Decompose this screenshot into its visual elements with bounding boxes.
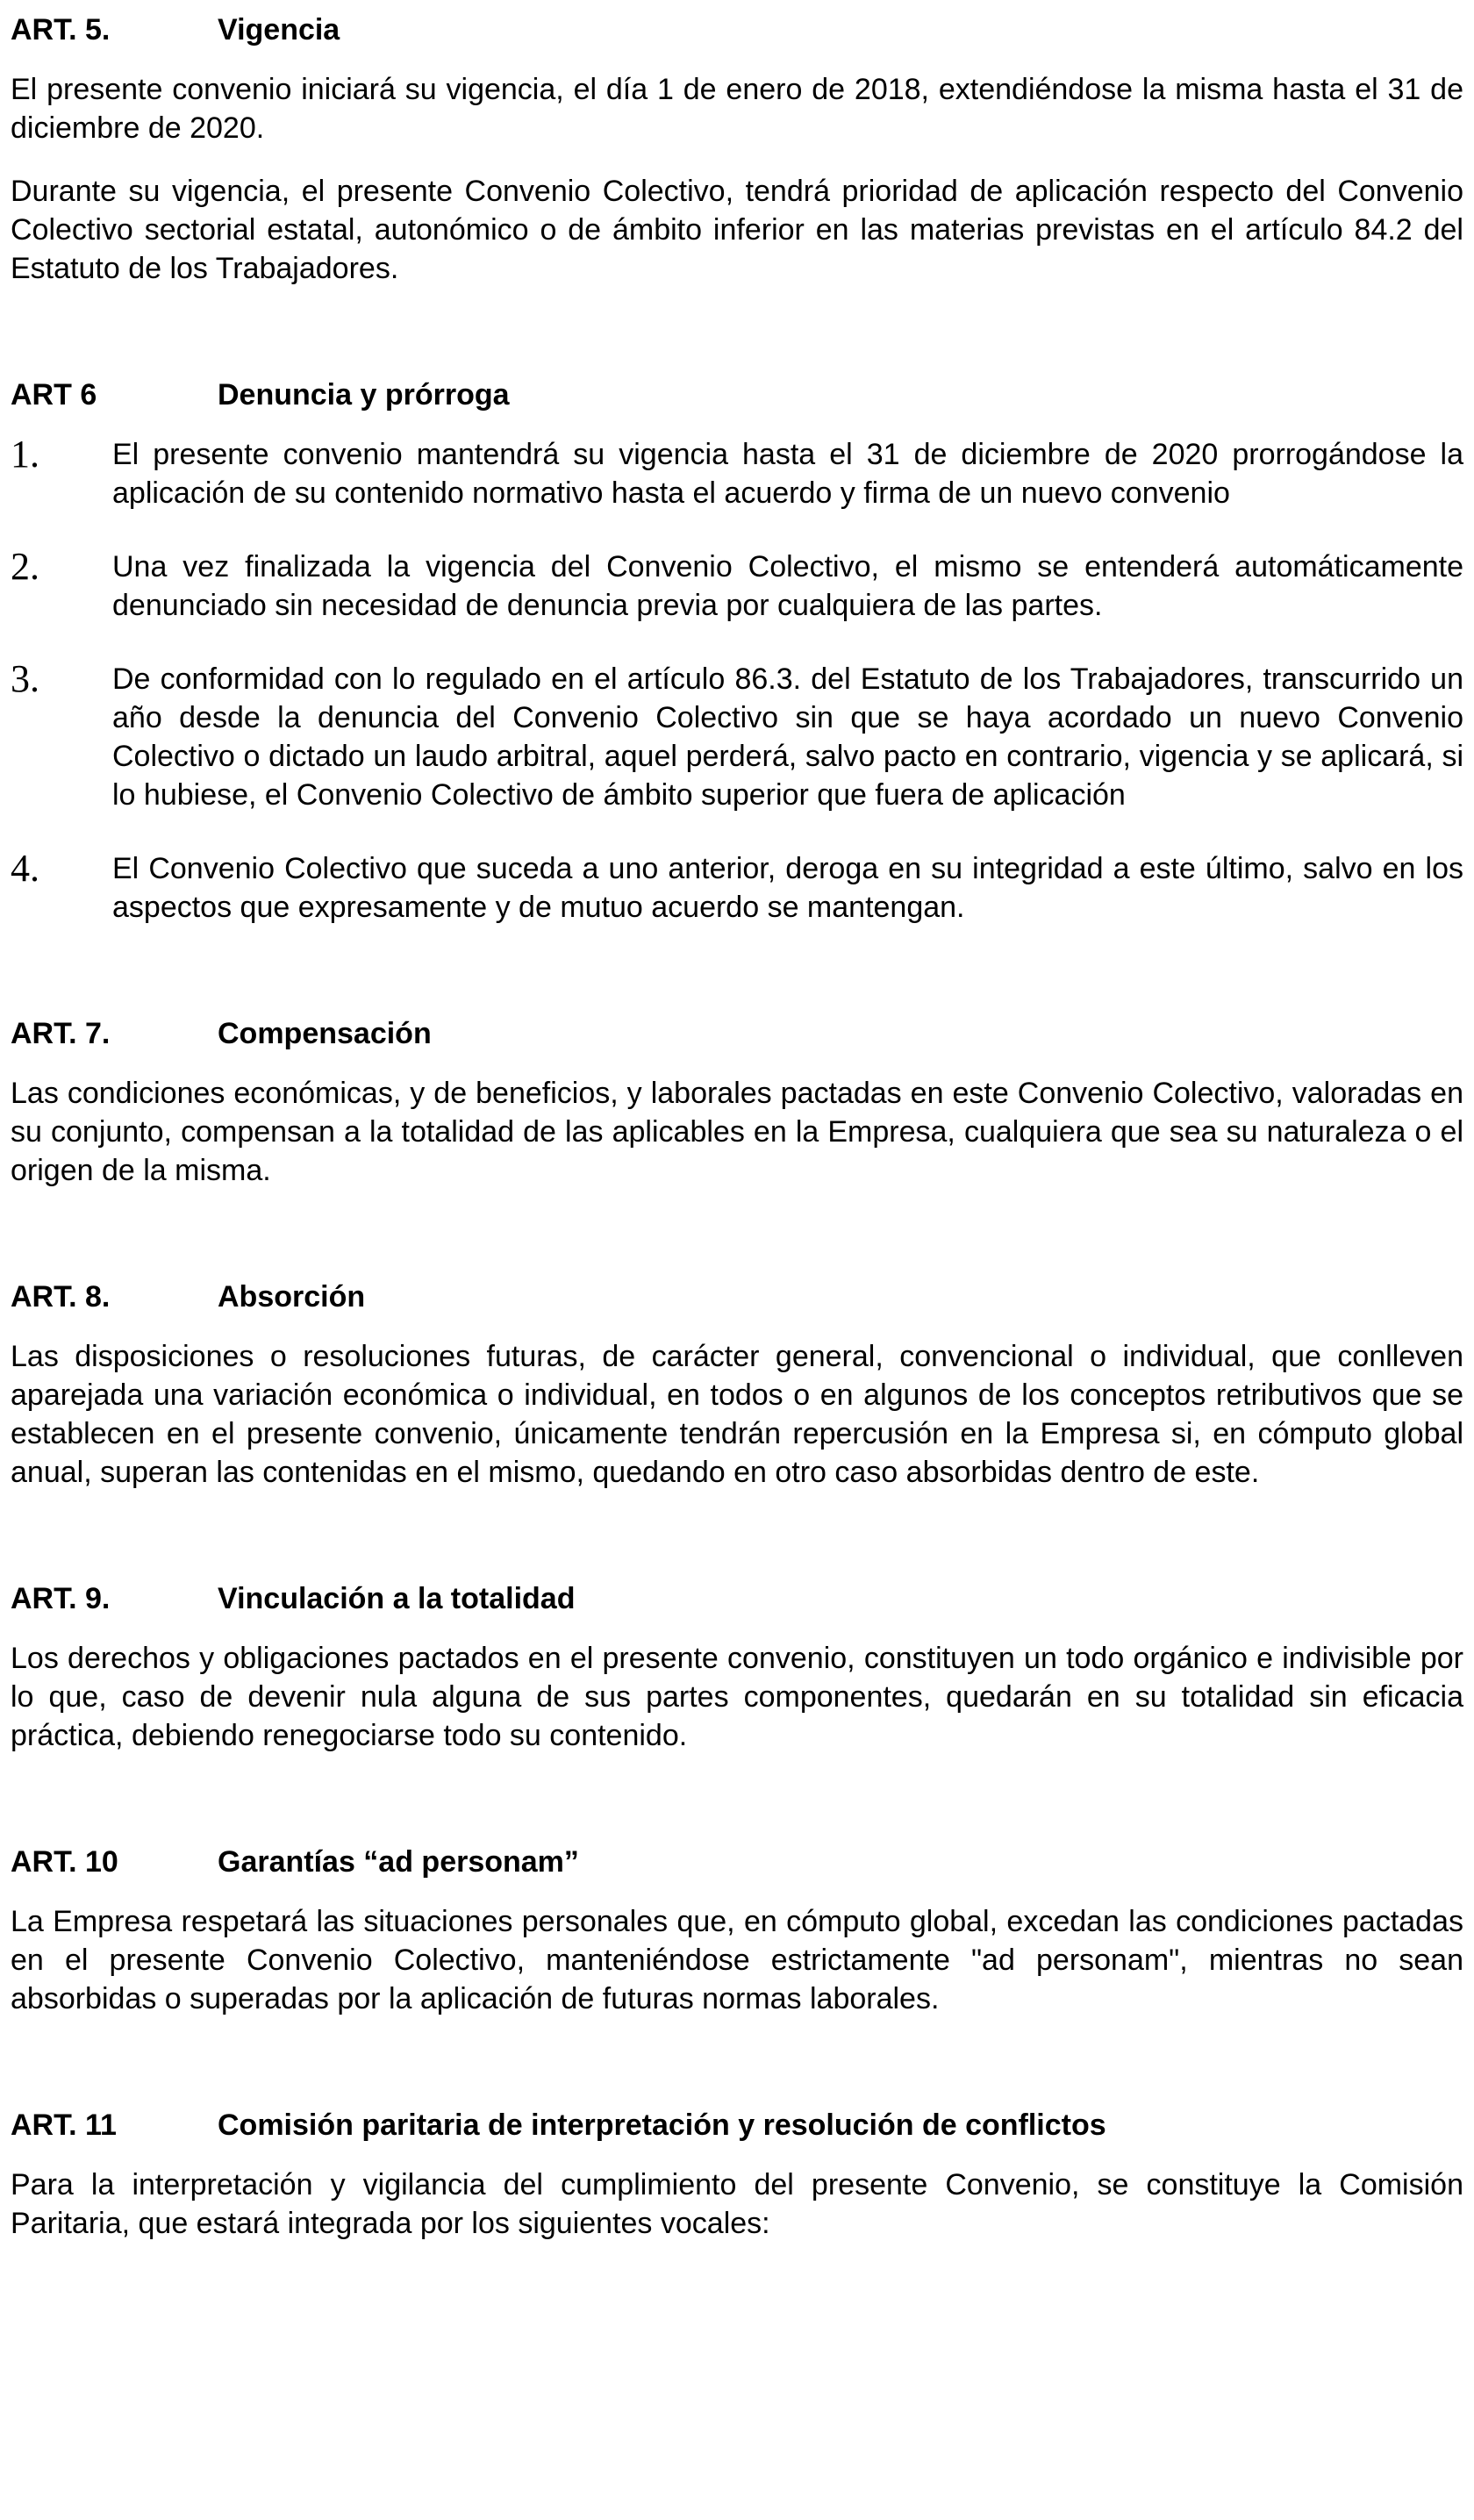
article-paragraph: Para la interpretación y vigilancia del cumplimiento del presente Convenio, se constituye la Comisión Paritaria, que estará integrada por los siguientes vocales: <box>11 2168 1463 2240</box>
list-item <box>11 435 1463 512</box>
article-paragraph: Durante su vigencia, el presente Convenio Colectivo, tendrá prioridad de aplicación respecto del Convenio Colectivo sectorial estatal, autonómico o de ámbito inferior en las materias previstas en el artículo 84.2 del Estatuto de los Trabajadores. <box>11 175 1463 285</box>
article-title: Absorción <box>218 1280 366 1314</box>
numbered-list <box>11 435 1463 927</box>
list-item-text: El Convenio Colectivo que suceda a uno anterior, deroga en su integridad a este último, salvo en los aspectos que expresamente y de mutuo acuerdo se mantengan. <box>112 852 1463 924</box>
article-paragraph: Los derechos y obligaciones pactados en el presente convenio, constituyen un todo orgánico e indivisible por lo que, caso de devenir nula alguna de sus partes componentes, quedarán en su totalidad sin eficacia práctica, debiendo renegociarse todo su contenido. <box>11 1642 1463 1752</box>
article-paragraph: El presente convenio iniciará su vigencia, el día 1 de enero de 2018, extendiéndose la misma hasta el 31 de diciembre de 2020. <box>11 73 1463 145</box>
article-title: Vigencia <box>218 13 340 47</box>
article-number: ART. 5. <box>11 13 111 47</box>
article-9 <box>11 1579 1463 1755</box>
article-number: ART. 11 <box>11 2108 117 2142</box>
article-heading <box>11 11 1463 49</box>
article-number: ART 6 <box>11 378 97 412</box>
article-number: ART. 9. <box>11 1582 111 1615</box>
list-item <box>11 545 1463 625</box>
article-5 <box>11 11 1463 288</box>
list-item-number: 4. <box>11 847 39 890</box>
article-8 <box>11 1278 1463 1492</box>
list-item <box>11 849 1463 927</box>
article-paragraph: La Empresa respetará las situaciones personales que, en cómputo global, excedan las condiciones pactadas en el presente Convenio Colectivo, manteniéndose estrictamente "ad personam", mientras no sean absorbidas o superadas por la aplicación de futuras normas laborales. <box>11 1905 1463 2015</box>
article-10 <box>11 1843 1463 2018</box>
article-7 <box>11 1014 1463 1190</box>
article-title: Compensación <box>218 1017 432 1050</box>
article-number: ART. 10 <box>11 1845 118 1879</box>
article-heading <box>11 1579 1463 1618</box>
article-paragraph: Las condiciones económicas, y de beneficios, y laborales pactadas en este Convenio Colectivo, valoradas en su conjunto, compensan a la totalidad de las aplicables en la Empresa, cualquiera que sea su naturaleza o el origen de la misma. <box>11 1077 1463 1187</box>
article-heading <box>11 376 1463 414</box>
list-item-text: De conformidad con lo regulado en el artículo 86.3. del Estatuto de los Trabajadores, transcurrido un año desde la denuncia del Convenio Colectivo sin que se haya acordado un nuevo Convenio Colectivo o dictado un laudo arbitral, aquel perderá, salvo pacto en contrario, vigencia y se aplicará, si lo hubiese, el Convenio Colectivo de ámbito superior que fuera de aplicación <box>112 662 1463 812</box>
article-title: Comisión paritaria de interpretación y resolución de conflictos <box>218 2108 1106 2142</box>
article-heading <box>11 1278 1463 1316</box>
article-number: ART. 7. <box>11 1017 111 1050</box>
article-heading <box>11 1843 1463 1881</box>
article-heading <box>11 2106 1463 2144</box>
article-11 <box>11 2106 1463 2243</box>
article-6 <box>11 376 1463 927</box>
document-page <box>11 0 1463 2243</box>
article-paragraph: Las disposiciones o resoluciones futuras, de carácter general, convencional o individual, que conlleven aparejada una variación económica o individual, en todos o en algunos de los conceptos retributivos que se establecen en el presente convenio, únicamente tendrán repercusión en la Empresa si, en cómputo global anual, superan las contenidas en el mismo, quedando en otro caso absorbidas dentro de este. <box>11 1340 1463 1489</box>
list-item-number: 1. <box>11 433 39 476</box>
list-item <box>11 657 1463 814</box>
article-heading <box>11 1014 1463 1053</box>
list-item-text: Una vez finalizada la vigencia del Convenio Colectivo, el mismo se entenderá automáticamente denunciado sin necesidad de denuncia previa por cualquiera de las partes. <box>112 550 1463 622</box>
article-title: Vinculación a la totalidad <box>218 1582 576 1615</box>
article-title: Garantías “ad personam” <box>218 1845 579 1879</box>
list-item-number: 3. <box>11 657 39 700</box>
list-item-text: El presente convenio mantendrá su vigencia hasta el 31 de diciembre de 2020 prorrogándose la aplicación de su contenido normativo hasta el acuerdo y firma de un nuevo convenio <box>112 438 1463 510</box>
list-item-number: 2. <box>11 545 39 588</box>
article-title: Denuncia y prórroga <box>218 378 510 412</box>
article-number: ART. 8. <box>11 1280 111 1314</box>
